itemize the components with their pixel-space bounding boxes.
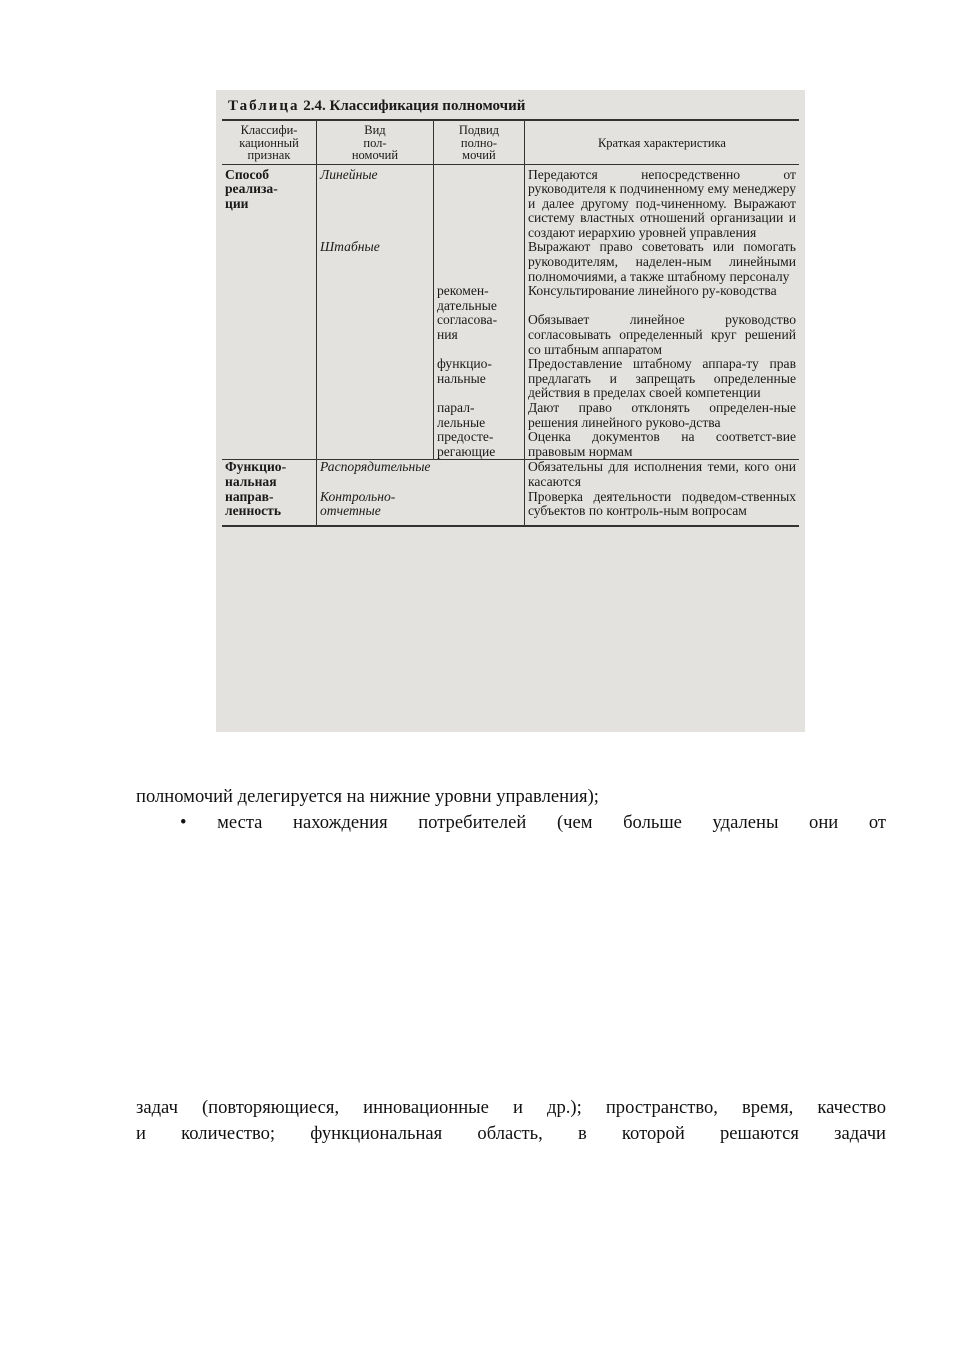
table-title (228, 98, 799, 115)
type-cell (317, 284, 434, 313)
type-cell: Линейные (317, 164, 434, 240)
body-paragraph-line: и количество; функциональная область, в которой решаются задачи (136, 1123, 886, 1144)
description-cell: Обязательны для исполнения теми, кого они касаются (524, 460, 799, 490)
description-cell: Передаются непосредственно от руководителя к подчиненному ему менеджеру и далее другому под-чиненному. Выражают систему властных отношений организации и создают иерархию уровней управления (524, 164, 799, 240)
type-cell (317, 401, 434, 430)
type-cell (317, 430, 434, 460)
type-cell: Штабные (317, 240, 434, 284)
description-cell: Оценка документов на соответст-вие правовым нормам (524, 430, 799, 460)
subtype-cell: согласова- ния (433, 313, 524, 357)
table-title-text: 2.4. Классификация полномочий (303, 98, 526, 114)
description-cell: Выражают право советовать или помогать руководителям, наделен-ным линейными полномочиями, а также штабному персоналу (524, 240, 799, 284)
description-cell: Дают право отклонять определен-ные решения линейного руково-дства (524, 401, 799, 430)
type-cell (317, 357, 434, 401)
subtype-cell (433, 164, 524, 240)
body-paragraph-line: задач (повторяющиеся, инновационные и др.); пространство, время, качество (136, 1097, 886, 1118)
table-scan-image (216, 90, 805, 732)
type-cell (317, 313, 434, 357)
subtype-cell: предосте- регающие (433, 430, 524, 460)
subtype-cell (433, 460, 524, 490)
table-row (222, 460, 799, 490)
type-cell: Распорядительные (317, 460, 434, 490)
table-header-row (222, 120, 799, 164)
subtype-cell: рекомен- дательные (433, 284, 524, 313)
subtype-cell (433, 240, 524, 284)
header-subtype: Подвид полно- мочий (433, 120, 524, 164)
criterion-cell: Функцио- нальная направ- ленность (222, 460, 317, 526)
description-cell: Предоставление штабному аппара-ту прав предлагать и запрещать определенные действия в пределах своей компетенции (524, 357, 799, 401)
header-type: Вид пол- номочий (317, 120, 434, 164)
type-cell: Контрольно- отчетные (317, 490, 434, 526)
header-criterion: Классифи- кационный признак (222, 120, 317, 164)
body-paragraph-line: полномочий делегируется на нижние уровни управления); (136, 786, 599, 807)
table-row (222, 164, 799, 240)
description-cell: Проверка деятельности подведом-ственных субъектов по контроль-ным вопросам (524, 490, 799, 526)
table-title-lead: Таблица (228, 98, 300, 114)
header-description: Краткая характеристика (524, 120, 799, 164)
subtype-cell: функцио- нальные (433, 357, 524, 401)
description-cell: Обязывает линейное руководство согласовывать определенный круг решений со штабным аппаратом (524, 313, 799, 357)
description-cell: Консультирование линейного ру-ководства (524, 284, 799, 313)
subtype-cell (433, 490, 524, 526)
subtype-cell: парал- лельные (433, 401, 524, 430)
criterion-cell: Способ реализа- ции (225, 166, 278, 211)
authority-classification-table (222, 119, 799, 527)
bullet-list-item: • места нахождения потребителей (чем больше удалены они от (180, 812, 886, 833)
